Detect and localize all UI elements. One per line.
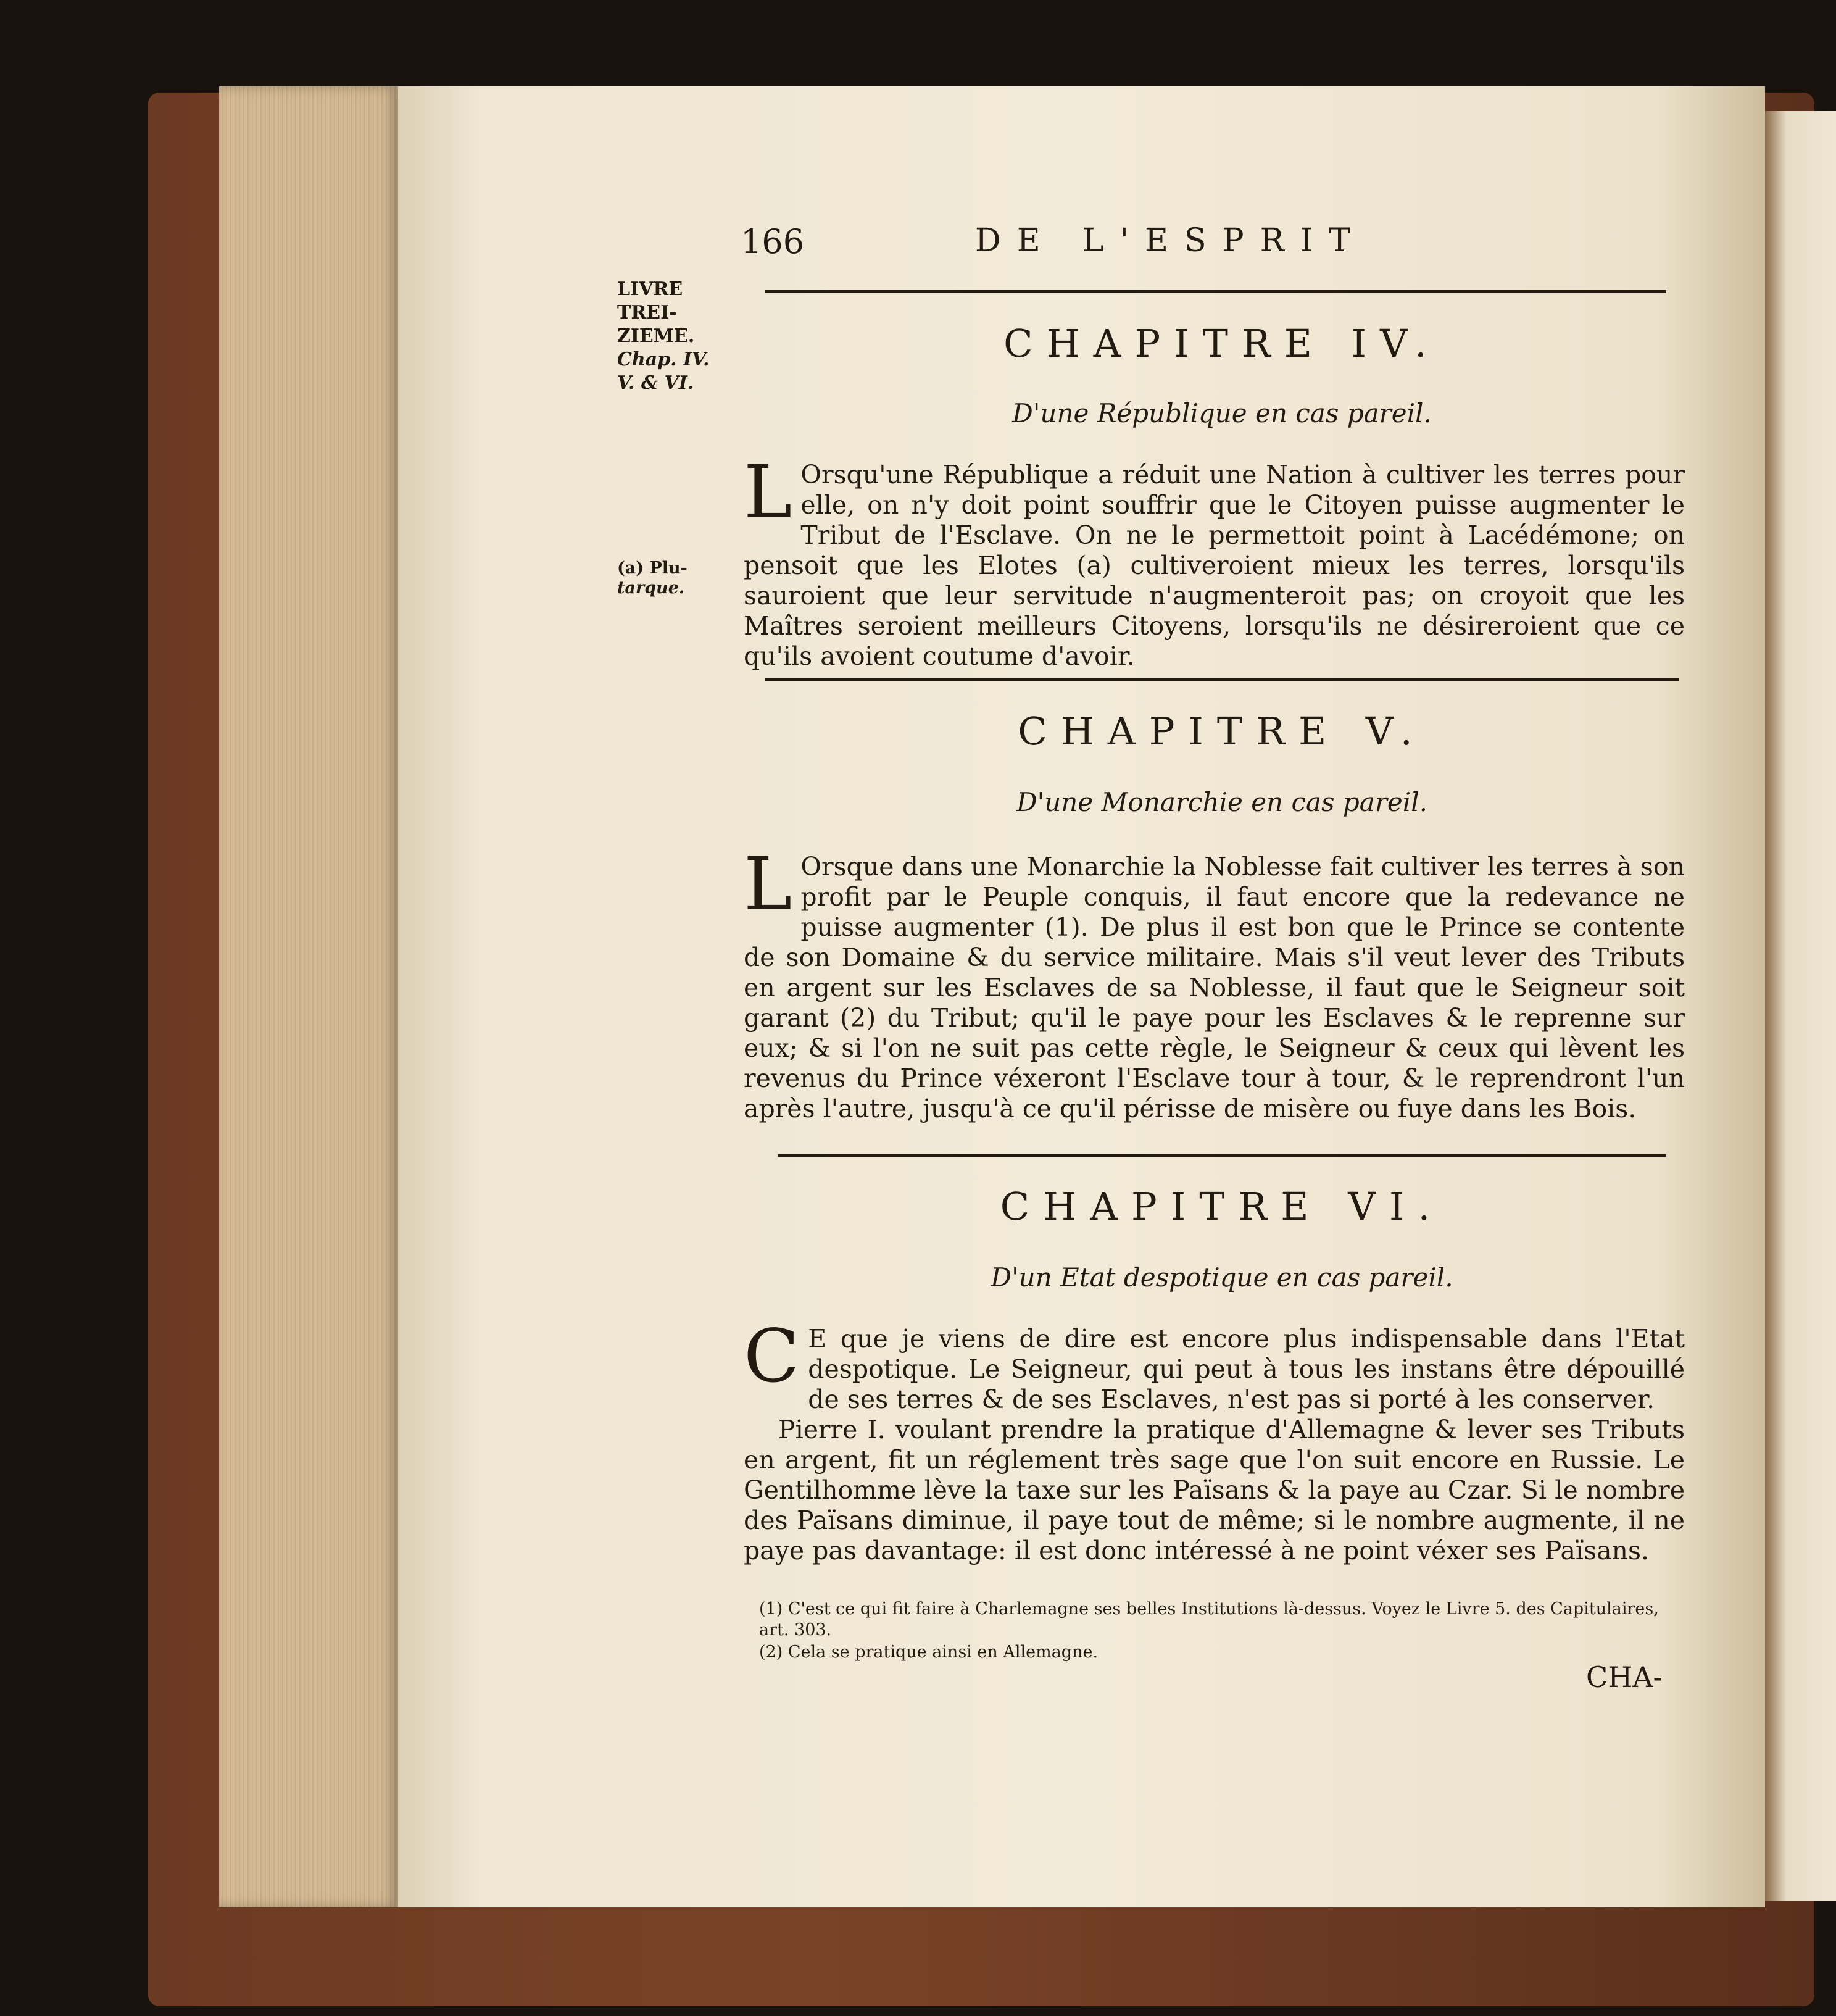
chapter-6-title: CHAPITRE VI. bbox=[1000, 1184, 1444, 1229]
chapter-6-text-2: Pierre I. voulant prendre la pratique d'Allemagne & lever ses Tributs en argent, fit un réglement très sage que l'on suit encore en Russie. Le Gentilhomme lève la taxe sur les Païsans & la paye au Czar. Si le nombre des Païsans diminue, il paye tout de même; si le nombre augmente, il ne paye pas davantage: il est donc intéressé à ne point véxer ses Païsans. bbox=[744, 1415, 1685, 1565]
chapter-6-dropcap: C bbox=[744, 1314, 800, 1399]
chapter-4-dropcap: L bbox=[744, 449, 792, 535]
catchword: CHA- bbox=[1586, 1660, 1663, 1694]
margin-footnote-a bbox=[617, 559, 687, 598]
chapter-5-title: CHAPITRE V. bbox=[1018, 709, 1426, 754]
chapter-4-body bbox=[744, 449, 1685, 672]
running-title: DE L'ESPRIT bbox=[975, 222, 1366, 259]
footnote-2: (2) Cela se pratique ainsi en Allemagne. bbox=[759, 1643, 1099, 1662]
chapter-5-text: Orsque dans une Monarchie la Noblesse fait cultiver les terres à son profit par le Peuple conquis, il faut encore que la redevance ne puisse augmenter (1). De plus il est bon que le Prince se contente de son Domaine & du service militaire. Mais s'il veut lever des Tributs en argent sur les Esclaves de sa Noblesse, il faut que le Seigneur soit garant (2) du Tribut; qu'il le paye pour les Esclaves & le reprenne sur eux; & si l'on ne suit pas cette règle, le Seigneur & ceux qui lèvent les revenus du Prince véxeront l'Esclave tour à tour, & le reprendront l'un après l'autre, jusqu'à ce qu'il périsse de misère ou fuye dans les Bois. bbox=[744, 852, 1685, 1123]
margin-note-a-l1: (a) Plu- bbox=[617, 559, 687, 578]
chapter-4-subtitle: D'une République en cas pareil. bbox=[1012, 398, 1432, 428]
chapter-4-text: Orsqu'une République a réduit une Nation à cultiver les terres pour elle, on n'y doit point souffrir que le Citoyen puisse augmenter le Tribut de l'Esclave. On ne le permettoit point à Lacédémone; on pensoit que les Elotes (a) cultiveroient mieux les terres, lorsqu'ils sauroient que leur servitude n'augmenteroit pas; on croyoit que les Maîtres seroient meilleurs Citoyens, lorsqu'ils ne désireroient que ce qu'ils avoient coutume d'avoir. bbox=[744, 460, 1685, 671]
page-header bbox=[741, 222, 1672, 272]
chapter-6-subtitle: D'un Etat despotique en cas pareil. bbox=[991, 1262, 1453, 1293]
facing-page-edge bbox=[1765, 111, 1836, 1901]
chapter-5-rule bbox=[778, 1154, 1666, 1157]
chapter-5-dropcap: L bbox=[744, 841, 792, 927]
margin-book-l1: LIVRE bbox=[617, 278, 683, 300]
footnote-1: (1) C'est ce qui fit faire à Charlemagne ses belles Institutions là-dessus. Voyez le Livre 5. des Capitulaires, art. 303. bbox=[759, 1599, 1659, 1639]
page-edges bbox=[219, 86, 398, 1907]
margin-book-l3: ZIEME. bbox=[617, 325, 695, 347]
chapter-6-body bbox=[744, 1314, 1685, 1566]
chapter-5-body bbox=[744, 841, 1685, 1124]
margin-chap-l2: V. & VI. bbox=[617, 372, 694, 394]
page-number: 166 bbox=[741, 222, 805, 261]
margin-book-note bbox=[617, 278, 710, 395]
margin-chap-l1: Chap. IV. bbox=[617, 349, 710, 370]
chapter-4-rule bbox=[765, 678, 1679, 681]
header-rule bbox=[765, 290, 1666, 293]
chapter-5-subtitle: D'une Monarchie en cas pareil. bbox=[1016, 787, 1427, 817]
chapter-6-text: E que je viens de dire est encore plus indispensable dans l'Etat despotique. Le Seigneur, qui peut à tous les instans être dépouillé de ses terres & de ses Esclaves, n'est pas si porté à les conserver. bbox=[808, 1324, 1685, 1414]
chapter-4-title: CHAPITRE IV. bbox=[1003, 321, 1440, 366]
margin-book-l2: TREI- bbox=[617, 302, 677, 323]
margin-note-a-l2: tarque. bbox=[617, 578, 685, 598]
